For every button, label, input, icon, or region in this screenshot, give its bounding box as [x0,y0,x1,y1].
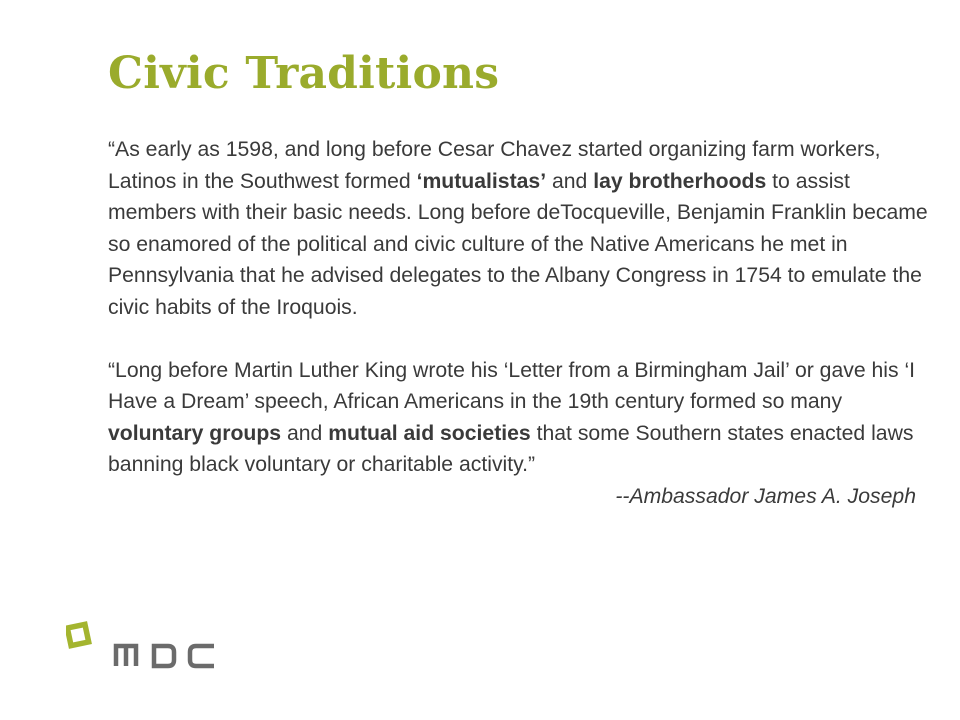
text-run: “As early as 1598, and long before Cesar Chavez started organizing farm workers, Latinos in the Southwest formed [108,138,881,193]
logo-square-icon [67,624,88,645]
quote-paragraph-2 [108,355,928,481]
bold-term: voluntary groups [108,421,282,445]
text-run: and [281,421,329,445]
text-run: and [546,169,594,193]
text-run: to assist members with their basic needs. Long before deTocqueville, Benjamin Franklin became so enamored of the political and civic culture of the Native Americans he met in Pennsylvania that he advised delegates to the Albany Congress in 1754 to emulate the civic habits of the Iroquois. [108,169,928,319]
attribution: --Ambassador James A. Joseph [615,484,916,508]
quote-body [108,134,928,512]
bold-term: ‘mutualistas’ [416,169,547,193]
slide-title: Civic Traditions [108,48,500,99]
bold-term: lay brotherhoods [593,169,767,193]
quote-paragraph-1 [108,134,928,323]
text-run: “Long before Martin Luther King wrote his ‘Letter from a Birmingham Jail’ or gave his ‘I Have a Dream’ speech, African Americans in the 19th century formed so many [108,358,916,413]
mdc-logo [66,620,236,680]
bold-term: mutual aid societies [328,421,531,445]
text-run: that some Southern states enacted laws banning black voluntary or charitable activity.” [108,421,914,476]
logo-text [116,646,214,666]
